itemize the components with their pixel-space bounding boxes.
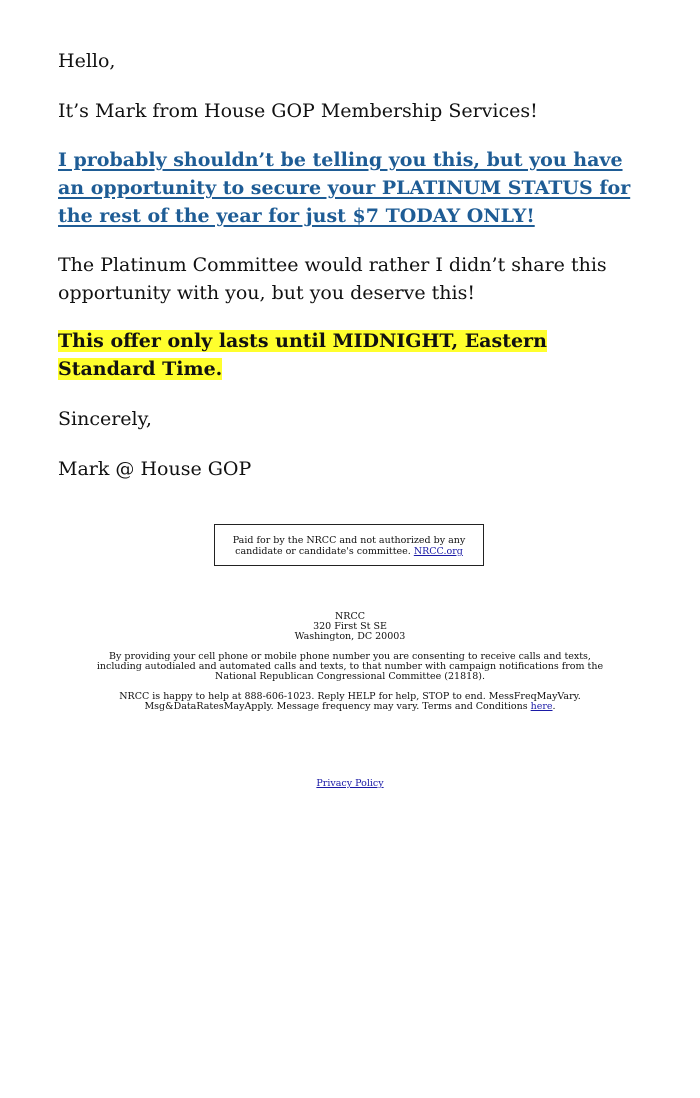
city-state-zip: Washington, DC 20003: [294, 631, 406, 642]
help-message: NRCC is happy to help at 888-606-1023. Reply HELP for help, STOP to end. MessFreqMayVary. Msg&DataRatesMayApply. Message frequency may vary. Terms and Conditions: [119, 691, 581, 712]
privacy-policy-link[interactable]: Privacy Policy: [316, 778, 384, 789]
mailing-address: [95, 612, 605, 642]
org-name: NRCC: [334, 611, 365, 622]
sms-consent-text: By providing your cell phone or mobile phone number you are consenting to receive calls and texts, including autodialed and automated calls and texts, to that number with campaign notifications from the National Republican Congressional Committee (21818).: [96, 651, 604, 682]
platinum-status-link[interactable]: I probably shouldn’t be telling you this, but you have an opportunity to secure your PLATINUM STATUS for the rest of the year for just $7 TODAY ONLY!: [58, 149, 631, 227]
nrcc-org-link[interactable]: NRCC.org: [413, 546, 463, 557]
urgent-offer: [58, 327, 648, 383]
greeting: Hello,: [58, 50, 116, 72]
street-address: 320 First St SE: [313, 621, 387, 632]
disclaimer-text: Paid for by the NRCC and not authorized by any candidate or candidate's committee.: [232, 535, 466, 557]
paid-for-disclaimer: [214, 524, 484, 566]
terms-period: .: [552, 701, 556, 712]
intro-text: It’s Mark from House GOP Membership Services!: [58, 100, 538, 122]
privacy-section: [95, 779, 605, 789]
help-text: [95, 692, 605, 712]
signature: Mark @ House GOP: [58, 458, 252, 480]
signoff: Sincerely,: [58, 408, 152, 430]
urgent-offer-highlight: This offer only lasts until MIDNIGHT, Eastern Standard Time.: [58, 330, 547, 380]
terms-link[interactable]: here: [530, 701, 553, 712]
committee-text: The Platinum Committee would rather I didn’t share this opportunity with you, but you deserve this!: [58, 254, 607, 304]
